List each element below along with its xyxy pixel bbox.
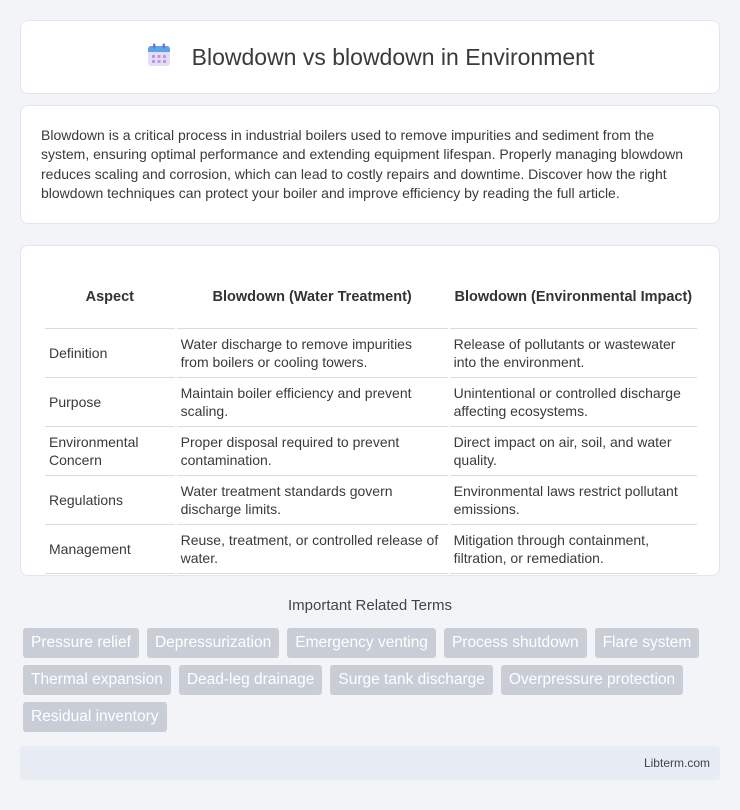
row-environmental-impact: Mitigation through containment, filtration, or remediation. — [450, 525, 697, 574]
tag-thermal-expansion[interactable]: Thermal expansion — [23, 665, 171, 695]
tag-emergency-venting[interactable]: Emergency venting — [287, 628, 436, 658]
related-terms-heading: Important Related Terms — [288, 597, 452, 614]
row-water-treatment: Water discharge to remove impurities from boilers or cooling towers. — [177, 329, 448, 378]
table-row — [45, 378, 697, 427]
footer-site-link[interactable]: Libterm.com — [643, 756, 710, 770]
row-aspect: Purpose — [45, 378, 175, 427]
tag-dead-leg-drainage[interactable]: Dead-leg drainage — [179, 665, 323, 695]
row-aspect: Definition — [45, 329, 175, 378]
row-environmental-impact: Direct impact on air, soil, and water quality. — [450, 427, 697, 476]
intro-card — [20, 105, 720, 224]
row-aspect: Regulations — [45, 476, 175, 525]
row-water-treatment: Reuse, treatment, or controlled release of water. — [177, 525, 448, 574]
table-row — [45, 427, 697, 476]
title-wrap — [146, 42, 595, 73]
page-title: Blowdown vs blowdown in Environment — [191, 43, 595, 70]
intro-paragraph: Blowdown is a critical process in industrial boilers used to remove impurities and sediment from the system, ensuring optimal performance and extending equipment lifespan. Properly managing blowdown reduces scaling and corrosion, which can lead to costly repairs and downtime. Discover how the right blowdown techniques can protect your boiler and improve efficiency by reading the full article. — [41, 127, 684, 202]
row-environmental-impact: Environmental laws restrict pollutant emissions. — [450, 476, 697, 525]
row-water-treatment: Proper disposal required to prevent contamination. — [177, 427, 448, 476]
tag-process-shutdown[interactable]: Process shutdown — [444, 628, 587, 658]
table-header-row — [45, 266, 697, 329]
row-water-treatment: Water treatment standards govern discharge limits. — [177, 476, 448, 525]
row-environmental-impact: Release of pollutants or wastewater into the environment. — [450, 329, 697, 378]
calendar-icon — [146, 42, 172, 73]
tag-depressurization[interactable]: Depressurization — [147, 628, 279, 658]
tag-surge-tank-discharge[interactable]: Surge tank discharge — [330, 665, 492, 695]
tag-flare-system[interactable]: Flare system — [595, 628, 700, 658]
table-row — [45, 476, 697, 525]
row-water-treatment: Maintain boiler efficiency and prevent scaling. — [177, 378, 448, 427]
table-row — [45, 329, 697, 378]
row-environmental-impact: Unintentional or controlled discharge affecting ecosystems. — [450, 378, 697, 427]
tag-overpressure-protection[interactable]: Overpressure protection — [501, 665, 683, 695]
tag-pressure-relief[interactable]: Pressure relief — [23, 628, 139, 658]
column-header-aspect: Aspect — [45, 266, 175, 329]
tag-residual-inventory[interactable]: Residual inventory — [23, 702, 167, 732]
header-card — [20, 20, 720, 94]
footer — [20, 746, 720, 780]
column-header-water-treatment: Blowdown (Water Treatment) — [177, 266, 448, 329]
table-row — [45, 525, 697, 574]
column-header-environmental-impact: Blowdown (Environmental Impact) — [450, 266, 697, 329]
related-terms-tags — [23, 628, 723, 732]
comparison-card — [20, 245, 720, 576]
row-aspect: Management — [45, 525, 175, 574]
comparison-table — [43, 266, 699, 574]
row-aspect: Environmental Concern — [45, 427, 175, 476]
